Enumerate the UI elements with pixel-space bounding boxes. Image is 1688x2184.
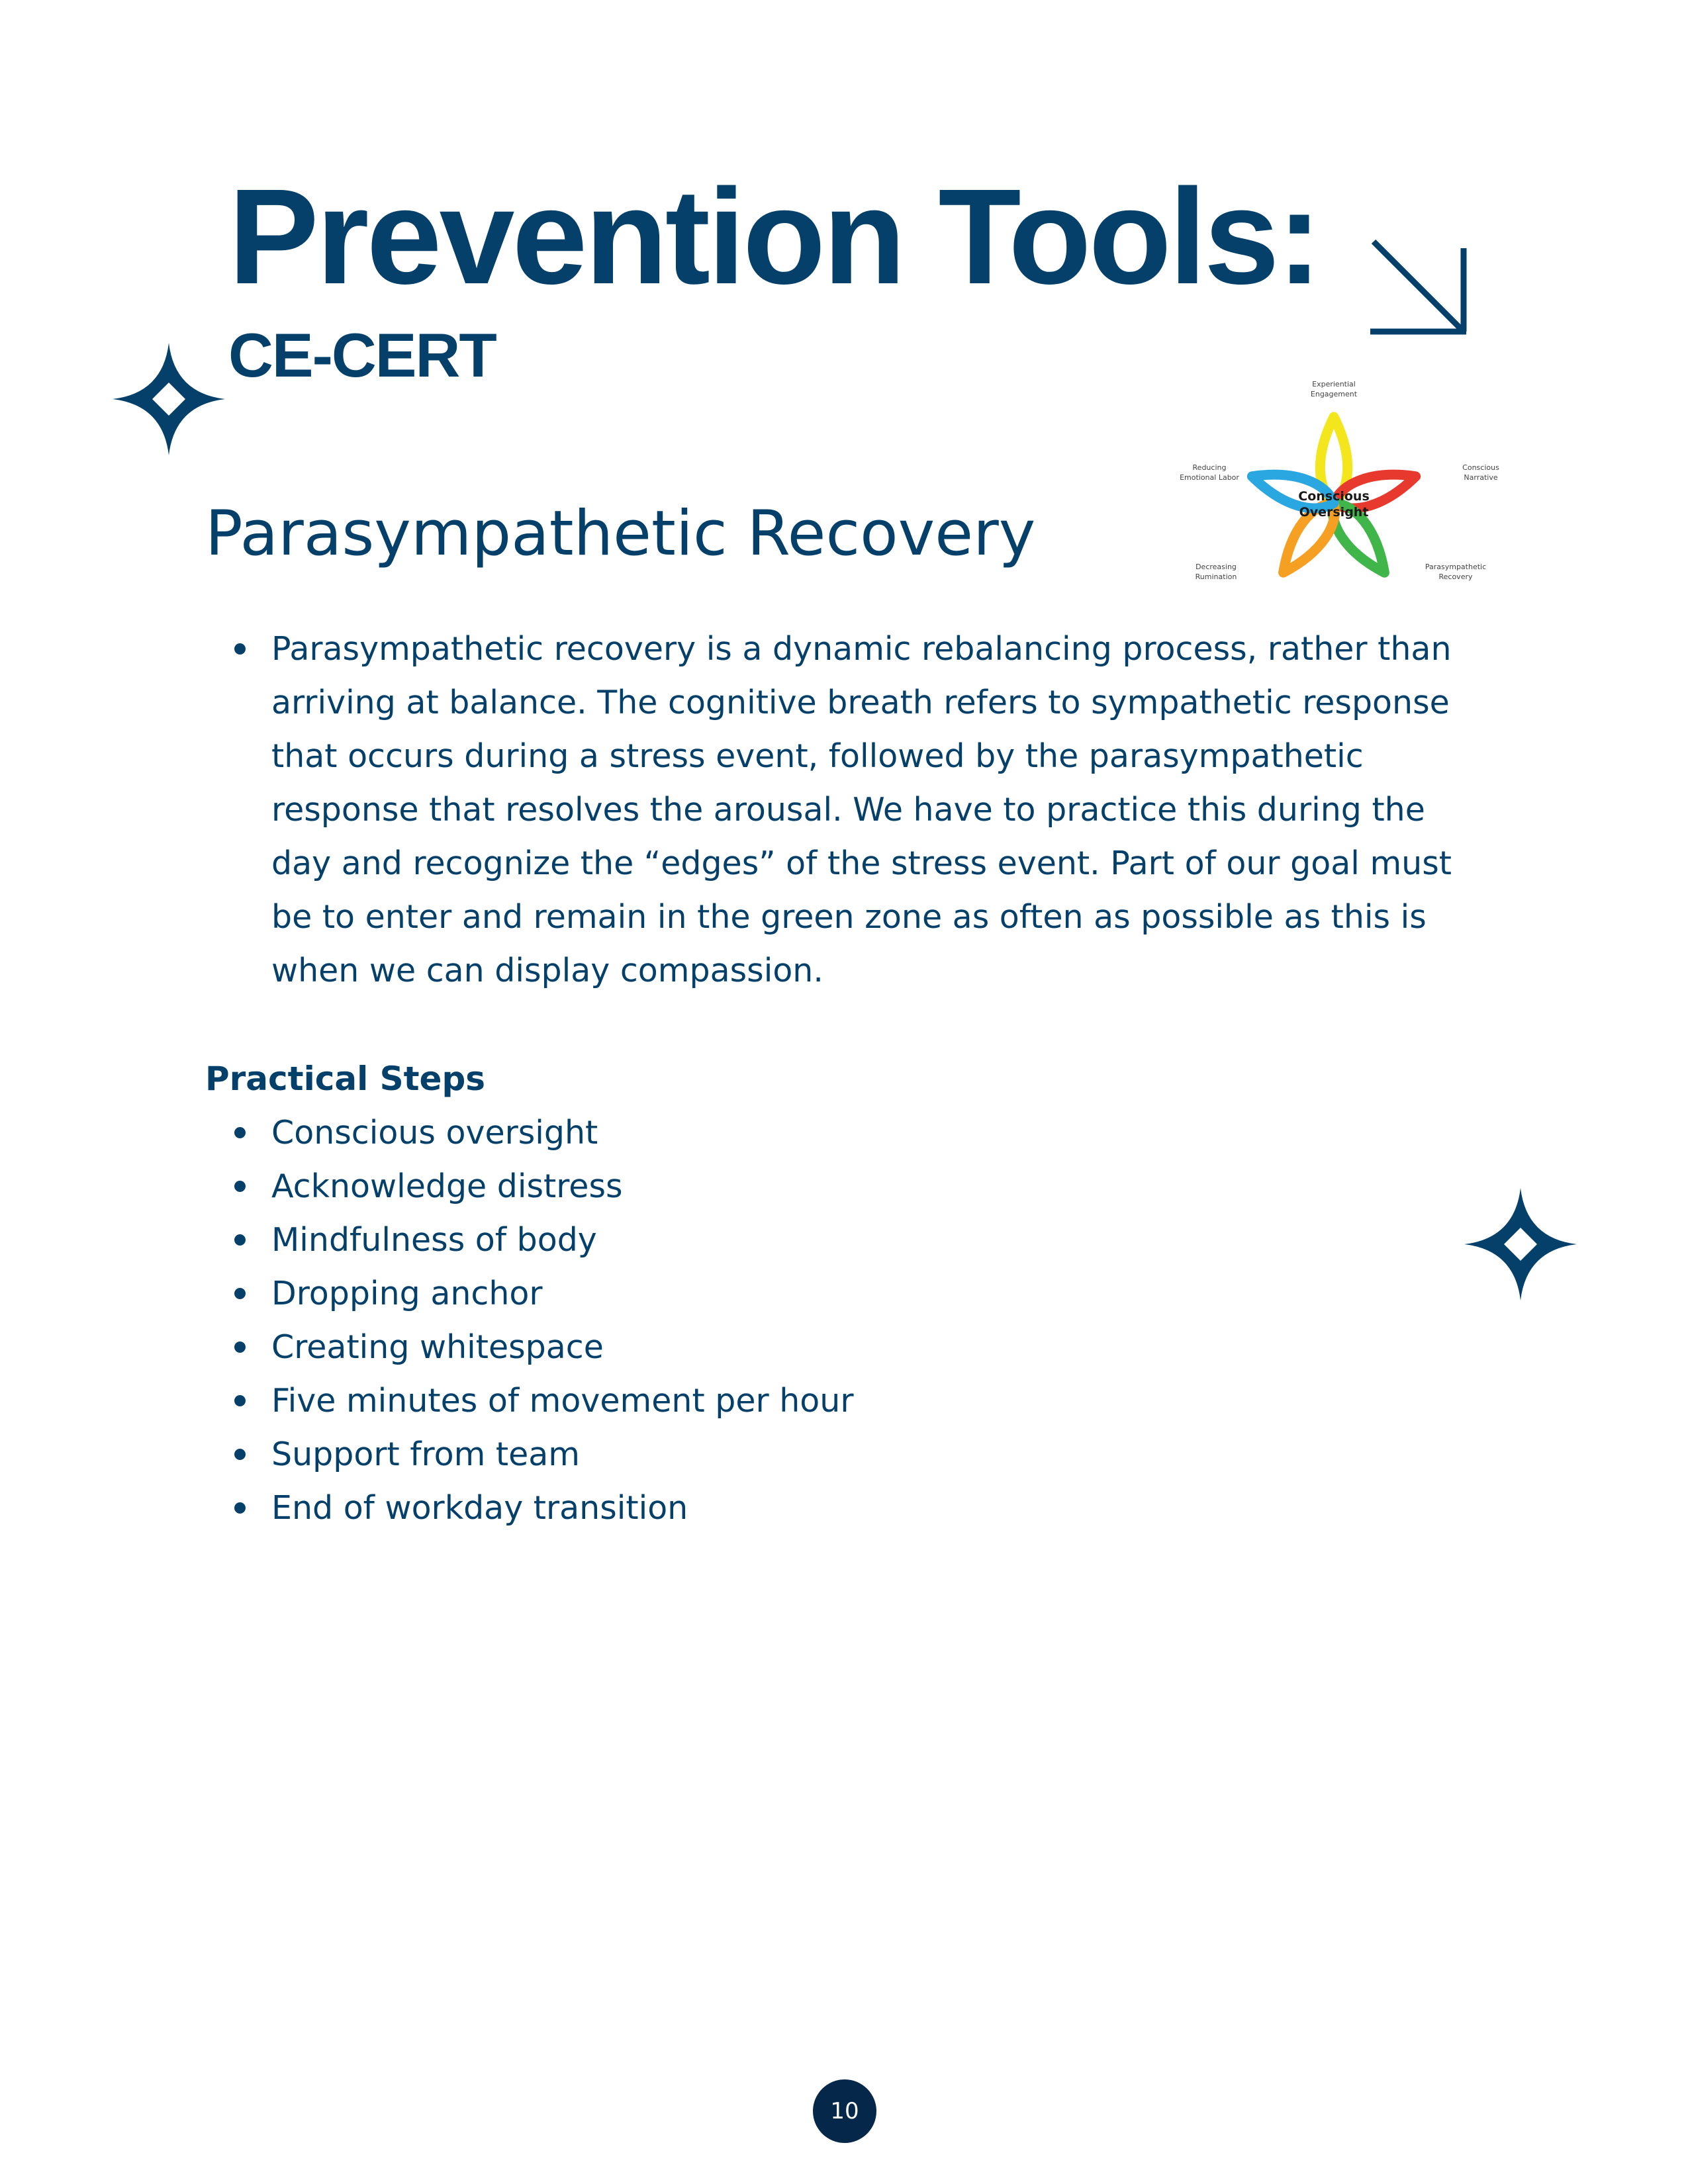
page-subtitle: CE-CERT xyxy=(228,320,496,390)
sparkle-star-icon xyxy=(113,343,225,455)
list-item: Support from team xyxy=(232,1428,1291,1481)
list-item: Mindfulness of body xyxy=(232,1213,1291,1267)
diagram-label-bottom-left: Rumination xyxy=(1195,572,1237,581)
list-item: Creating whitespace xyxy=(232,1320,1291,1374)
diagram-label-bottom-right: Recovery xyxy=(1438,572,1473,581)
section-body-list xyxy=(232,622,1476,997)
practical-steps-heading: Practical Steps xyxy=(205,1060,486,1098)
list-item: Conscious oversight xyxy=(232,1106,1291,1160)
page-number-badge: 10 xyxy=(813,2079,876,2143)
diagram-label-top: Experiential xyxy=(1312,380,1356,388)
list-item: Acknowledge distress xyxy=(232,1160,1291,1213)
list-item: Five minutes of movement per hour xyxy=(232,1374,1291,1428)
diagram-label-bottom-right: Parasympathetic xyxy=(1425,563,1487,571)
sparkle-star-icon xyxy=(1464,1188,1577,1300)
diagram-label-top: Engagement xyxy=(1310,390,1358,398)
section-paragraph: Parasympathetic recovery is a dynamic rebalancing process, rather than arriving at balance. The cognitive breath refers to sympathetic response that occurs during a stress event, followed by the parasympathetic response that resolves the arousal. We have to practice this during the day and recognize the “edges” of the stress event. Part of our goal must be to enter and remain in the green zone as often as possible as this is when we can display compassion. xyxy=(232,622,1476,997)
list-item: Dropping anchor xyxy=(232,1267,1291,1320)
diagram-label-bottom-left: Decreasing xyxy=(1196,563,1237,571)
diagram-center-label: Oversight xyxy=(1299,505,1369,520)
diagram-label-right: Conscious xyxy=(1462,463,1499,472)
list-item: End of workday transition xyxy=(232,1481,1291,1535)
diagram-label-left: Emotional Labor xyxy=(1180,473,1239,482)
ce-cert-star-diagram xyxy=(1175,377,1499,596)
arrow-down-right-icon xyxy=(1367,235,1470,338)
page-title: Prevention Tools: xyxy=(228,161,1320,312)
practical-steps-list xyxy=(232,1106,1291,1535)
section-heading: Parasympathetic Recovery xyxy=(205,498,1036,570)
diagram-label-right: Narrative xyxy=(1464,473,1498,482)
diagram-label-left: Reducing xyxy=(1192,463,1227,472)
diagram-center-label: Conscious xyxy=(1298,489,1370,504)
